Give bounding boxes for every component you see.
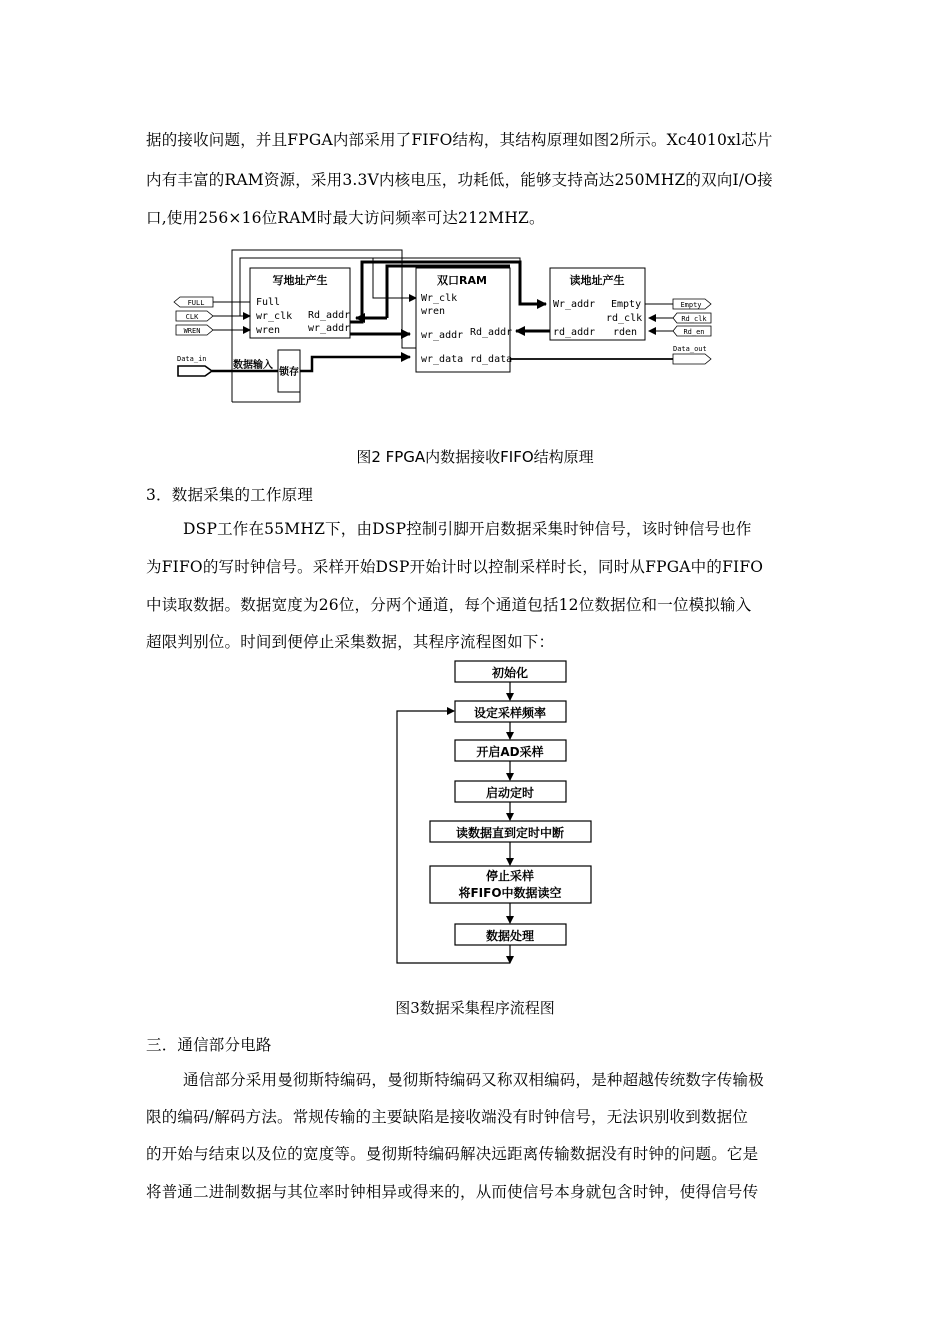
fifo-structure-diagram: [160, 240, 760, 420]
flow-label-drain-fifo: 将FIFO中数据读空: [458, 886, 562, 900]
flow-label-start-timer: 启动定时: [485, 786, 535, 800]
port-data-out: [673, 354, 711, 364]
para1-line-1: 据的接收问题，并且FPGA内部采用了FIFO结构，其结构原理如图2所示。Xc4010xl芯片: [146, 131, 773, 149]
flow-label-read-data: 读数据直到定时中断: [455, 826, 565, 840]
para1-line-3: 口,使用256×16位RAM时最大访问频率可达212MHZ。: [146, 209, 545, 227]
flow-label-init: 初始化: [491, 666, 529, 680]
data-in-label: Data_in: [177, 355, 207, 363]
flow-label-process: 数据处理: [485, 929, 535, 943]
para1-line-2: 内有丰富的RAM资源，采用3.3V内核电压，功耗低，能够支持高达250MHZ的双向I/O接: [146, 171, 773, 189]
port-data-in: [178, 366, 212, 376]
comm-line-1: 通信部分采用曼彻斯特编码，曼彻斯特编码又称双相编码，是种超越传统数字传输极: [183, 1071, 764, 1089]
ram-rddata-pin: rd_data: [470, 354, 513, 365]
data-out-label: Data_out: [673, 345, 707, 353]
ram-wrdata-pin: wr_data: [421, 354, 464, 365]
rb-wraddr-pin: Wr_addr: [553, 299, 596, 310]
read-block-title: 读地址产生: [569, 274, 625, 287]
wb-wraddr-pin: wr_addr: [308, 323, 351, 334]
ram-block-title: 双口RAM: [437, 274, 487, 287]
port-clk-label: CLK: [185, 313, 199, 321]
port-empty-label: Empty: [680, 301, 702, 309]
section-3-line-2: 为FIFO的写时钟信号。采样开始DSP开始计时以控制采样时长，同时从FPGA中的FIFO: [146, 558, 764, 576]
section-3-line-3: 中读取数据。数据宽度为26位，分两个通道，每个通道包括12位数据位和一位模拟输入: [146, 596, 752, 614]
write-block-title: 写地址产生: [272, 274, 328, 287]
data-input-label: 数据输入: [233, 360, 273, 371]
ram-wren-pin: wren: [421, 306, 446, 317]
wb-wrclk-pin: wr_clk: [256, 311, 293, 322]
section-3-line-1: DSP工作在55MHZ下，由DSP控制引脚开启数据采集时钟信号，该时钟信号也作: [183, 520, 752, 538]
section-3-line-4: 超限判别位。时间到便停止采集数据，其程序流程图如下：: [146, 633, 555, 651]
rb-rdclk-pin: rd_clk: [606, 313, 643, 324]
comm-line-2: 限的编码/解码方法。常规传输的主要缺陷是接收端没有时钟信号，无法识别收到数据位: [146, 1108, 749, 1126]
wb-wren-pin: wren: [256, 325, 281, 336]
flow-label-set-rate: 设定采样频率: [473, 706, 547, 720]
wb-rdaddr-pin: Rd_addr: [308, 310, 351, 321]
port-rd-en-label: Rd_en: [683, 328, 705, 336]
comm-line-3: 的开始与结束以及位的宽度等。曼彻斯特编码解决远距离传输数据没有时钟的问题。它是: [146, 1145, 759, 1163]
ram-rdaddr-pin: Rd_addr: [470, 327, 513, 338]
rb-empty-pin: Empty: [611, 299, 642, 310]
figure-3-caption: 图3数据采集程序流程图: [395, 999, 555, 1017]
ram-wrclk-pin: Wr_clk: [421, 293, 458, 304]
flow-label-stop: 停止采样: [485, 869, 535, 883]
acquisition-flowchart: [390, 655, 600, 970]
ram-wraddr-pin: wr_addr: [421, 330, 464, 341]
section-3-heading: 3．数据采集的工作原理: [146, 486, 314, 504]
latch-label: 锁存: [279, 367, 299, 378]
port-rd-clk-label: Rd_clk: [681, 315, 707, 323]
flow-label-start-ad: 开启AD采样: [476, 745, 544, 759]
wb-full-pin: Full: [256, 297, 281, 308]
port-wren-label: WREN: [183, 327, 201, 335]
port-full-label: FULL: [187, 299, 205, 307]
rb-rdaddr-pin: rd_addr: [553, 327, 596, 338]
rb-rden-pin: rden: [613, 327, 638, 338]
figure-2-caption: 图2 FPGA内数据接收FIFO结构原理: [356, 448, 594, 466]
comm-section-heading: 三．通信部分电路: [146, 1036, 272, 1054]
comm-line-4: 将普通二进制数据与其位率时钟相异或得来的，从而使信号本身就包含时钟，使得信号传: [146, 1183, 759, 1201]
